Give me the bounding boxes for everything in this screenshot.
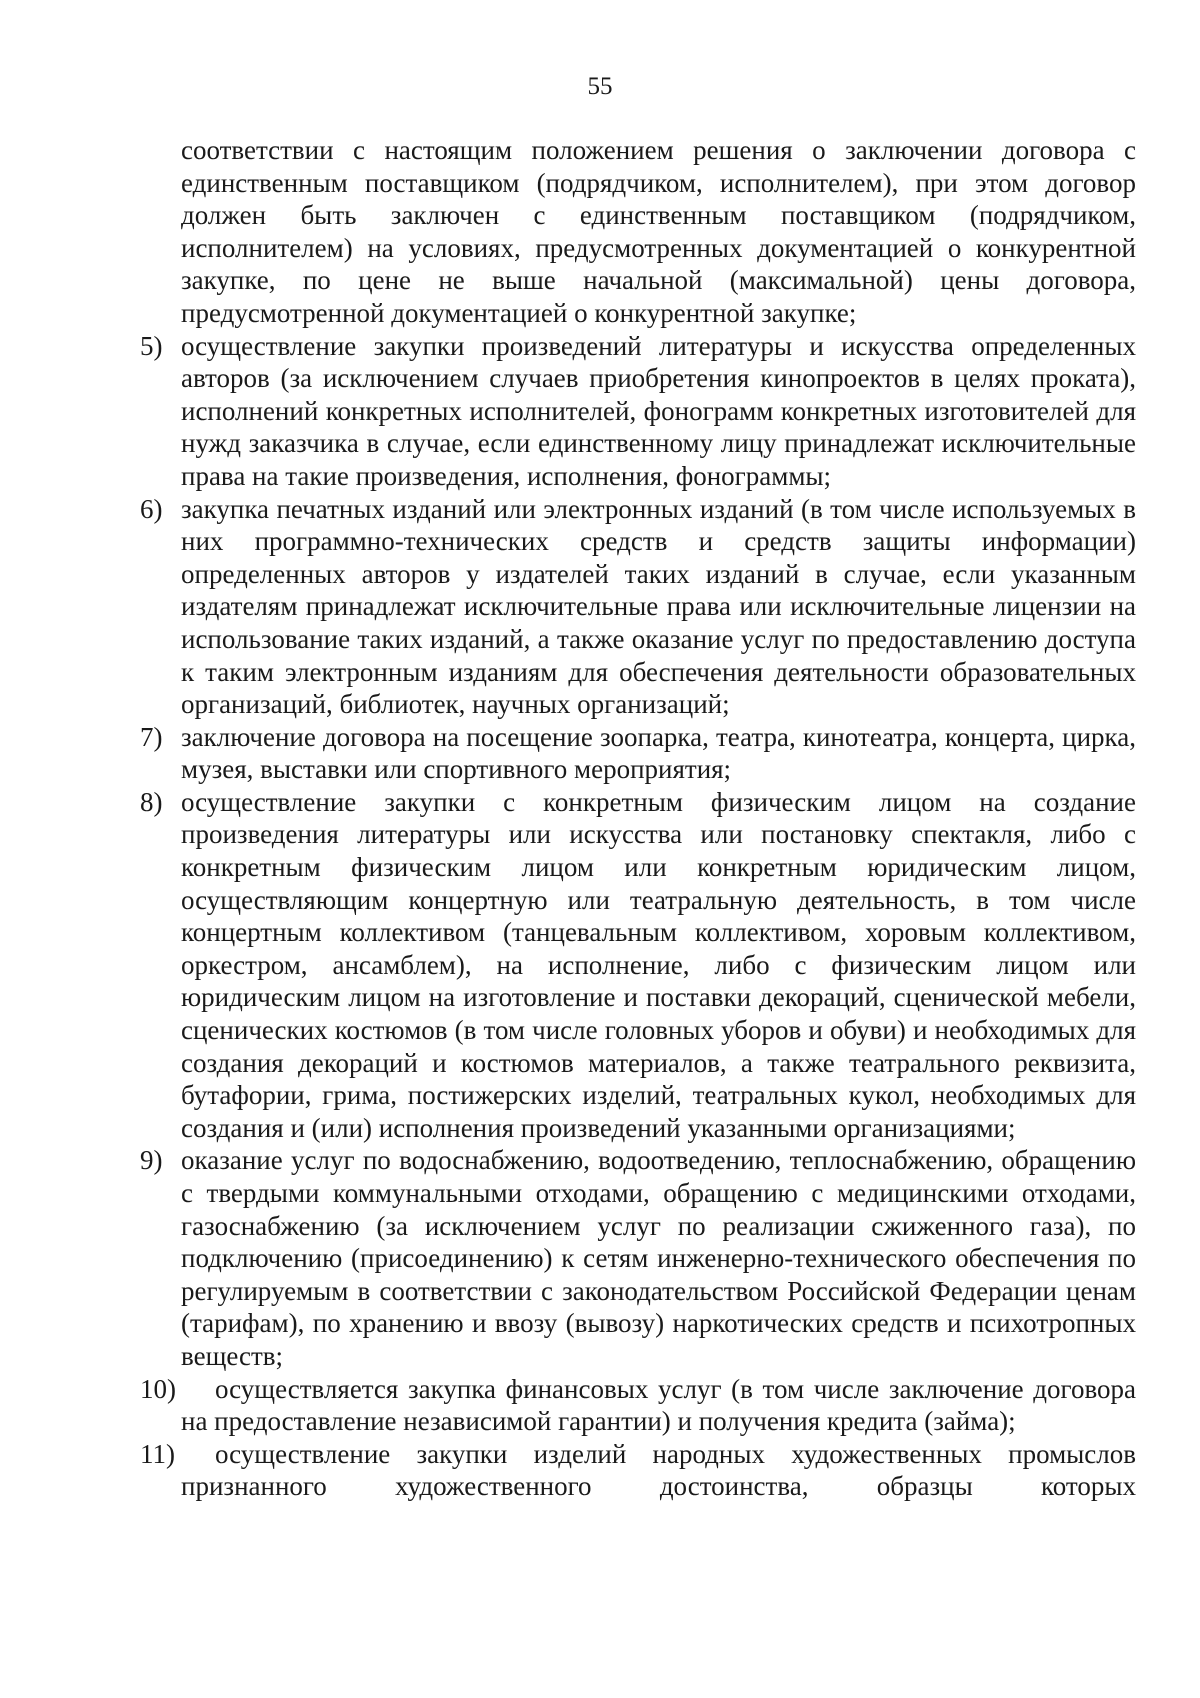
list-item-text: заключение договора на посещение зоопарка, театра, кинотеатра, концерта, цирка, музея, выставки или спортивного мероприятия;: [181, 721, 1136, 785]
list-item-number: 8): [140, 786, 163, 817]
list-item-9: [140, 1144, 1136, 1372]
list-item-number: 5): [140, 330, 163, 361]
list-item-text: осуществление закупки с конкретным физическим лицом на создание произведения литературы или искусства или постановку спектакля, либо с конкретным физическим лицом или конкретным юридическим лицом, осуществляющим концертную или театральную деятельность, в том числе концертным коллективом (танцевальным коллективом, хоровым коллективом, оркестром, ансамблем), на исполнение, либо с физическим лицом или юридическим лицом на изготовление и поставки декораций, сценической мебели, сценических костюмов (в том числе головных уборов и обуви) и необходимых для создания декораций и костюмов материалов, а также театрального реквизита, бутафории, грима, постижерских изделий, театральных кукол, необходимых для создания и (или) исполнения произведений указанными организациями;: [181, 786, 1136, 1143]
page-number: 55: [587, 73, 613, 100]
list-item-text: оказание услуг по водоснабжению, водоотведению, теплоснабжению, обращению с твердыми коммунальными отходами, обращению с медицинскими отходами, газоснабжению (за исключением услуг по реализации сжиженного газа), по подключению (присоединению) к сетям инженерно-технического обеспечения по регулируемым в соответствии с законодательством Российской Федерации ценам (тарифам), по хранению и ввозу (вывозу) наркотических средств и психотропных веществ;: [181, 1145, 1136, 1371]
list-item-10: [140, 1373, 1136, 1438]
list-item-number: 9): [140, 1145, 163, 1176]
list-item-number: 10): [140, 1373, 176, 1404]
list-item-8: [140, 786, 1136, 1145]
list-item-number: 7): [140, 721, 163, 752]
list-item-number: 6): [140, 493, 163, 524]
list-item-6: [140, 493, 1136, 721]
document-body: [140, 134, 1136, 1503]
list-item-7: [140, 721, 1136, 786]
list-item-text: осуществление закупки произведений литературы и искусства определенных авторов (за исключением случаев приобретения кинопроектов в целях проката), исполнений конкретных исполнителей, фонограмм конкретных изготовителей для нужд заказчика в случае, если единственному лицу принадлежат исключительные права на такие произведения, исполнения, фонограммы;: [181, 330, 1136, 491]
list-item-11: [140, 1438, 1136, 1503]
list-item-number: 11): [140, 1438, 175, 1469]
list-item-text: осуществление закупки изделий народных художественных промыслов признанного художественного достоинства, образцы которых: [181, 1438, 1136, 1502]
list-item-5: [140, 330, 1136, 493]
list-item-text: осуществляется закупка финансовых услуг (в том числе заключение договора на предоставление независимой гарантии) и получения кредита (займа);: [181, 1373, 1136, 1437]
lead-paragraph: соответствии с настоящим положением решения о заключении договора с единственным поставщиком (подрядчиком, исполнителем), при этом договор должен быть заключен с единственным поставщиком (подрядчиком, исполнителем) на условиях, предусмотренных документацией о конкурентной закупке, по цене не выше начальной (максимальной) цены договора, предусмотренной документацией о конкурентной закупке;: [181, 135, 1136, 328]
list-item-text: закупка печатных изданий или электронных изданий (в том числе используемых в них программно-технических средств и средств защиты информации) определенных авторов у издателей таких изданий в случае, если указанным издателям принадлежат исключительные права или исключительные лицензии на использование таких изданий, а также оказание услуг по предоставлению доступа к таким электронным изданиям для обеспечения деятельности образовательных организаций, библиотек, научных организаций;: [181, 493, 1136, 720]
